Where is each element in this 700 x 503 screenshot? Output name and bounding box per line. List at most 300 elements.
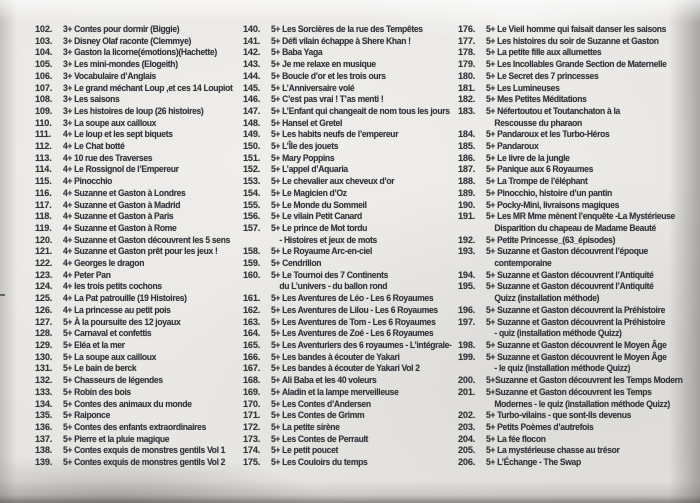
item-title	[271, 317, 473, 329]
item-title-line: 3+ Les mini-mondes (Elogeith)	[63, 59, 178, 70]
item-number: 120.	[35, 234, 53, 245]
item-title	[63, 176, 259, 188]
item-title	[271, 375, 473, 387]
item-number: 188.	[458, 176, 476, 187]
list-item	[243, 410, 473, 422]
item-title	[271, 457, 473, 469]
item-title	[486, 24, 700, 36]
item-title	[63, 387, 259, 399]
item-title-line: 5+ C’est pas vrai ! T’as menti !	[271, 94, 384, 105]
item-title	[271, 434, 473, 446]
item-number: 172.	[243, 421, 261, 432]
item-number: 143.	[243, 59, 261, 70]
item-title	[486, 36, 700, 48]
item-title	[63, 24, 259, 36]
item-title	[486, 47, 700, 59]
item-title-line: 5+ Contes des animaux du monde	[63, 398, 192, 409]
item-title-line: 5+ Mes Petites Méditations	[486, 94, 587, 105]
item-title	[486, 83, 700, 95]
item-title	[63, 410, 259, 422]
item-title-line: 4+ Suzanne et Gaston à Rome	[63, 222, 177, 233]
item-title	[486, 141, 700, 153]
list-item	[243, 422, 473, 434]
item-title-line: 5+ Défi vilain échappe à Shere Khan !	[271, 35, 411, 46]
item-title-line: 5+ Le livre de la jungle	[486, 152, 570, 163]
item-title	[63, 83, 259, 95]
list-item	[458, 457, 700, 469]
item-title	[63, 71, 259, 83]
item-title	[486, 457, 700, 469]
item-title	[271, 153, 473, 165]
item-title	[63, 141, 259, 153]
item-number: 122.	[35, 258, 53, 269]
item-title	[271, 410, 473, 422]
item-number: 113.	[35, 152, 52, 163]
list-item	[243, 71, 473, 83]
item-title-line: 5+ Suzanne et Gaston découvrent l’Antiquité	[486, 281, 654, 292]
item-title-line: 3+ Contes pour dormir (Biggie)	[63, 24, 180, 34]
item-title	[63, 129, 259, 141]
item-title-line: 5+ Suzanne et Gaston découvrent la Préhistoire	[486, 304, 665, 315]
list-item	[35, 410, 259, 422]
item-title	[486, 410, 700, 422]
list-item	[243, 340, 473, 352]
item-number: 202.	[458, 410, 476, 421]
item-title	[271, 305, 473, 317]
item-number: 126.	[35, 304, 53, 315]
item-title-line: 4+ Georges le dragon	[63, 258, 145, 269]
item-number: 127.	[35, 316, 53, 327]
item-number: 178.	[458, 47, 476, 58]
list-item	[243, 375, 473, 387]
item-title	[63, 153, 259, 165]
item-title-line: 5+ Le Tournoi des 7 Continents	[271, 269, 389, 280]
item-number: 115.	[35, 176, 52, 187]
item-title	[271, 399, 473, 411]
item-title	[486, 281, 700, 304]
list-item	[243, 164, 473, 176]
item-title	[271, 71, 473, 83]
list-item	[35, 258, 259, 270]
list-item	[243, 176, 473, 188]
list-item	[35, 129, 259, 141]
item-title	[486, 71, 700, 83]
item-title	[271, 200, 473, 212]
list-item	[458, 94, 700, 106]
item-title	[63, 305, 259, 317]
item-title-line: 4+ Suzanne et Gaston à Paris	[63, 211, 174, 222]
list-item	[35, 176, 259, 188]
list-item	[35, 399, 259, 411]
item-title-line: 5+ Les Incollables Grande Section de Maternelle	[486, 59, 667, 70]
item-title	[271, 340, 473, 352]
list-column-1	[35, 24, 259, 469]
item-title-line: 5+Suzanne et Gaston découvrent les Temps Modern	[486, 375, 683, 386]
item-number: 135.	[35, 410, 53, 421]
item-number: 186.	[458, 152, 476, 163]
item-title	[486, 387, 700, 410]
item-title	[486, 352, 700, 375]
item-number: 125.	[35, 293, 53, 304]
item-number: 164.	[243, 328, 261, 339]
item-number: 136.	[35, 421, 53, 432]
list-item	[243, 83, 473, 95]
item-number: 116.	[35, 187, 52, 198]
item-number: 130.	[35, 351, 53, 362]
item-title	[486, 305, 700, 317]
item-title-line: 5+ Les bandes à écouter de Yakari	[271, 351, 400, 362]
item-title	[271, 164, 473, 176]
list-item	[458, 200, 700, 212]
item-title	[271, 188, 473, 200]
item-number: 112.	[35, 141, 52, 152]
item-number: 129.	[35, 339, 53, 350]
item-title-line: 5+ Pierre et la pluie magique	[63, 433, 170, 444]
list-item	[35, 211, 259, 223]
item-title-line: 5+ Pandaroux	[486, 141, 539, 152]
item-number: 175.	[243, 457, 261, 468]
list-item	[35, 457, 259, 469]
item-title	[63, 258, 259, 270]
item-number: 132.	[35, 375, 53, 386]
item-number: 119.	[35, 222, 52, 233]
item-number: 198.	[458, 339, 476, 350]
item-title-line: 5+ Le petit poucet	[271, 445, 339, 456]
list-item	[458, 164, 700, 176]
item-title	[63, 200, 259, 212]
item-title	[63, 235, 259, 247]
item-title-line: 4+ La princesse au petit pois	[63, 304, 171, 315]
item-title	[486, 445, 700, 457]
list-item	[458, 235, 700, 247]
list-item	[35, 293, 259, 305]
item-title-line: 5+ À la poursuite des 12 joyaux	[63, 316, 181, 327]
item-title-continuation: Disparition du chapeau de Madame Beauté	[494, 222, 656, 233]
item-title-line: 5+ Eléa et la mer	[63, 339, 125, 350]
item-number: 150.	[243, 141, 261, 152]
item-number: 179.	[458, 59, 476, 70]
item-number: 159.	[243, 258, 261, 269]
item-title	[271, 129, 473, 141]
list-item	[458, 445, 700, 457]
item-title-line: 4+ Suzanne et Gaston à Londres	[63, 187, 186, 198]
item-title-line: 5+ Le Monde du Sommeil	[271, 199, 367, 210]
item-number: 183.	[458, 105, 476, 116]
item-title	[63, 422, 259, 434]
item-title-line: 5+ Mary Poppins	[271, 152, 335, 163]
item-title-line: 3+ Gaston la licorne(émotions)(Hachette)	[63, 47, 217, 58]
item-number: 154.	[243, 187, 261, 198]
item-title	[63, 457, 259, 469]
item-number: 158.	[243, 246, 261, 257]
list-item	[35, 246, 259, 258]
item-title-line: 5+ La soupe aux cailloux	[63, 351, 157, 362]
list-item	[458, 246, 700, 269]
item-title-continuation: Modernes - le quiz (installation méthode Quizz)	[494, 398, 670, 409]
list-item	[243, 106, 473, 118]
item-title	[271, 47, 473, 59]
item-title-line: 5+ Le chevalier aux cheveux d’or	[271, 176, 395, 187]
item-title-line: 5+ L’Enfant qui changeait de nom tous les jours	[271, 105, 450, 116]
item-number: 145.	[243, 82, 261, 93]
list-item	[243, 36, 473, 48]
item-number: 153.	[243, 176, 261, 187]
list-item	[243, 363, 473, 375]
list-item	[458, 340, 700, 352]
item-title-line: 4+ Pinocchio	[63, 176, 113, 187]
item-title-line: 5+ Les histoires du soir de Suzanne et Gaston	[486, 35, 659, 46]
item-title-line: 5+ Néfertoutou et Toutanchaton à la	[486, 105, 620, 116]
list-item	[35, 317, 259, 329]
item-title-line: 3+ Les saisons	[63, 94, 120, 105]
item-number: 102.	[35, 24, 53, 34]
item-number: 189.	[458, 187, 476, 198]
item-title-line: 5+ Les Contes d’Andersen	[271, 398, 371, 409]
item-title	[271, 211, 473, 223]
item-title	[63, 94, 259, 106]
item-number: 151.	[243, 152, 261, 163]
list-item	[35, 71, 259, 83]
item-title-line: 5+ Suzanne et Gaston découvrent la Préhistoire	[486, 316, 665, 327]
item-title-line: 5+ Les habits neufs de l’empereur	[271, 129, 399, 140]
item-title-line: 4+ Le loup et les sept biquets	[63, 129, 173, 140]
item-title-line: 4+ les trois petits cochons	[63, 281, 162, 292]
list-item	[458, 141, 700, 153]
item-title-line: 5+ L’appel d’Aquaria	[271, 164, 348, 175]
item-title-line: 5+ Le Magicien d’Oz	[271, 187, 347, 198]
item-number: 165.	[243, 339, 261, 350]
item-title	[63, 363, 259, 375]
item-title-line: 5+ Hansel et Gretel	[271, 117, 342, 128]
list-item	[35, 223, 259, 235]
list-item	[458, 153, 700, 165]
item-title-line: 5+ La Trompe de l’éléphant	[486, 176, 588, 187]
item-number: 161.	[243, 293, 261, 304]
item-title-line: 5+ L’Échange - The Swap	[486, 457, 581, 468]
list-item	[35, 164, 259, 176]
item-title	[486, 317, 700, 340]
item-title-line: 5+ Carnaval et confettis	[63, 328, 152, 339]
item-title-continuation: - le quiz (installation méthode Quizz)	[494, 363, 631, 374]
item-title-line: 4+ Suzanne et Gaston à Madrid	[63, 199, 181, 210]
item-title	[271, 363, 473, 375]
item-title-line: 5+ Suzanne et Gaston découvrent le Moyen Âge	[486, 351, 667, 362]
item-title-line: 5+ Les Aventures de Lilou - Les 6 Royaumes	[271, 304, 438, 315]
item-title-line: 5+ La mystérieuse chasse au trésor	[486, 445, 620, 456]
item-title	[486, 200, 700, 212]
item-title-line: 5+ Contes exquis de monstres gentils Vol 1	[63, 445, 226, 456]
item-title	[486, 106, 700, 129]
item-title	[63, 375, 259, 387]
item-title-line: 5+ Les Contes de Perrault	[271, 433, 369, 444]
item-number: 195.	[458, 281, 476, 292]
list-item	[243, 141, 473, 153]
list-item	[35, 188, 259, 200]
item-title-line: 5+ Les MR Mme mènent l’enquête -La Mystérieuse	[486, 211, 675, 222]
item-title-line: 5+ Boucle d’or et les trois ours	[271, 70, 386, 81]
item-title-line: 5+ Chasseurs de légendes	[63, 375, 163, 386]
item-title-continuation: - quiz (installation méthode Quizz)	[494, 328, 622, 339]
item-title	[271, 258, 473, 270]
item-title	[271, 293, 473, 305]
list-item	[35, 387, 259, 399]
item-title-line: 5+ Les Aventures de Léo - Les 6 Royaumes	[271, 293, 434, 304]
left-margin-pen-mark	[0, 294, 5, 296]
item-title	[63, 118, 259, 130]
list-item	[243, 328, 473, 340]
item-title-line: 5+Suzanne et Gaston découvrent les Temps	[486, 386, 652, 397]
item-title	[486, 340, 700, 352]
list-column-3	[458, 24, 700, 469]
item-number: 111.	[35, 129, 52, 140]
item-number: 156.	[243, 211, 261, 222]
item-number: 160.	[243, 269, 261, 280]
item-title-line: 5+ Les Sorcières de la rue des Tempêtes	[271, 24, 423, 34]
list-item	[35, 106, 259, 118]
item-number: 109.	[35, 105, 53, 116]
item-number: 162.	[243, 304, 261, 315]
item-number: 107.	[35, 82, 53, 93]
item-number: 147.	[243, 105, 261, 116]
list-item	[243, 293, 473, 305]
item-title	[63, 270, 259, 282]
item-number: 180.	[458, 70, 476, 81]
item-number: 187.	[458, 164, 476, 175]
item-title	[63, 317, 259, 329]
list-item	[458, 176, 700, 188]
item-title	[63, 281, 259, 293]
item-title-line: 5+ Raiponce	[63, 410, 110, 421]
item-title	[271, 106, 473, 118]
item-title-line: 4+ Suzanne et Gaston prêt pour les jeux !	[63, 246, 218, 257]
item-number: 148.	[243, 117, 261, 128]
item-title	[63, 352, 259, 364]
item-title	[486, 434, 700, 446]
item-number: 190.	[458, 199, 476, 210]
item-title-line: 5+ Les Aventures de Zoé - Les 6 Royaumes	[271, 328, 434, 339]
item-number: 171.	[243, 410, 261, 421]
item-number: 163.	[243, 316, 261, 327]
item-title-line: 5+ Petits Poèmes d’autrefois	[486, 421, 594, 432]
item-number: 117.	[35, 199, 52, 210]
item-title-line: 5+ Je me relaxe en musique	[271, 59, 376, 70]
item-title	[271, 59, 473, 71]
item-number: 176.	[458, 24, 476, 34]
item-title	[486, 188, 700, 200]
list-item	[243, 24, 473, 36]
item-title-line: 4+ Suzanne et Gaston découvrent les 5 sens	[63, 234, 231, 245]
item-number: 152.	[243, 164, 261, 175]
list-item	[35, 59, 259, 71]
list-item	[35, 375, 259, 387]
item-title-line: 5+ Ali Baba et les 40 voleurs	[271, 375, 377, 386]
item-title-line: 5+ La petite sirène	[271, 421, 340, 432]
list-item	[35, 235, 259, 247]
item-title-line: 3+ La soupe aux cailloux	[63, 117, 157, 128]
list-item	[458, 317, 700, 340]
item-number: 197.	[458, 316, 476, 327]
list-item	[458, 188, 700, 200]
list-item	[243, 118, 473, 130]
item-title	[486, 235, 700, 247]
item-title-line: 5+ Le prince de Mot tordu	[271, 222, 368, 233]
item-title-line: 5+ Suzanne et Gaston découvrent le Moyen Âge	[486, 339, 667, 350]
item-number: 108.	[35, 94, 53, 105]
item-title-line: 5+ Le bain de berck	[63, 363, 137, 374]
list-item	[458, 305, 700, 317]
item-title-line: 5+ Le Vieil homme qui faisait danser les saisons	[486, 24, 667, 34]
list-item	[458, 422, 700, 434]
item-number: 193.	[458, 246, 476, 257]
list-item	[243, 94, 473, 106]
item-title	[486, 211, 700, 234]
item-number: 110.	[35, 117, 52, 128]
item-title	[486, 153, 700, 165]
item-title	[63, 399, 259, 411]
list-item	[35, 328, 259, 340]
item-title-continuation: - Histoires et jeux de mots	[279, 234, 377, 245]
item-title	[486, 246, 700, 269]
list-item	[35, 434, 259, 446]
list-item	[35, 445, 259, 457]
item-title-line: 5+ Pocky-Mini, livraisons magiques	[486, 199, 620, 210]
item-title	[486, 270, 700, 282]
item-title	[271, 246, 473, 258]
item-title	[486, 59, 700, 71]
item-number: 141.	[243, 35, 261, 46]
item-number: 194.	[458, 269, 476, 280]
item-number: 121.	[35, 246, 53, 257]
item-number: 168.	[243, 375, 261, 386]
item-number: 181.	[458, 82, 476, 93]
item-title	[63, 211, 259, 223]
item-title-continuation: Quizz (installation méthode)	[494, 293, 600, 304]
item-title-line: 5+ Suzanne et Gaston découvrent l’époque	[486, 246, 648, 257]
list-item	[243, 270, 473, 293]
item-number: 138.	[35, 445, 53, 456]
item-title	[63, 246, 259, 258]
item-title	[63, 293, 259, 305]
item-number: 174.	[243, 445, 261, 456]
list-item	[458, 375, 700, 387]
item-number: 167.	[243, 363, 261, 374]
item-number: 149.	[243, 129, 261, 140]
item-number: 155.	[243, 199, 261, 210]
item-number: 157.	[243, 222, 261, 233]
item-title-line: 5+ Le Secret des 7 princesses	[486, 70, 599, 81]
list-item	[243, 305, 473, 317]
list-item	[243, 387, 473, 399]
item-title-line: 5+ Petite Princesse_(63_épisodes)	[486, 234, 616, 245]
item-title	[63, 434, 259, 446]
list-item	[243, 200, 473, 212]
item-number: 103.	[35, 35, 53, 46]
item-title	[271, 352, 473, 364]
item-title-line: 5+ Pandaroux et les Turbo-Héros	[486, 129, 610, 140]
list-item	[458, 270, 700, 282]
item-title	[486, 164, 700, 176]
item-number: 128.	[35, 328, 53, 339]
item-number: 146.	[243, 94, 261, 105]
item-title-line: 5+ Baba Yaga	[271, 47, 323, 58]
item-number: 106.	[35, 70, 53, 81]
item-title-continuation: contemporaine	[494, 258, 552, 269]
list-item	[243, 211, 473, 223]
list-item	[243, 317, 473, 329]
item-number: 185.	[458, 141, 476, 152]
list-item	[458, 106, 700, 129]
item-number: 182.	[458, 94, 476, 105]
